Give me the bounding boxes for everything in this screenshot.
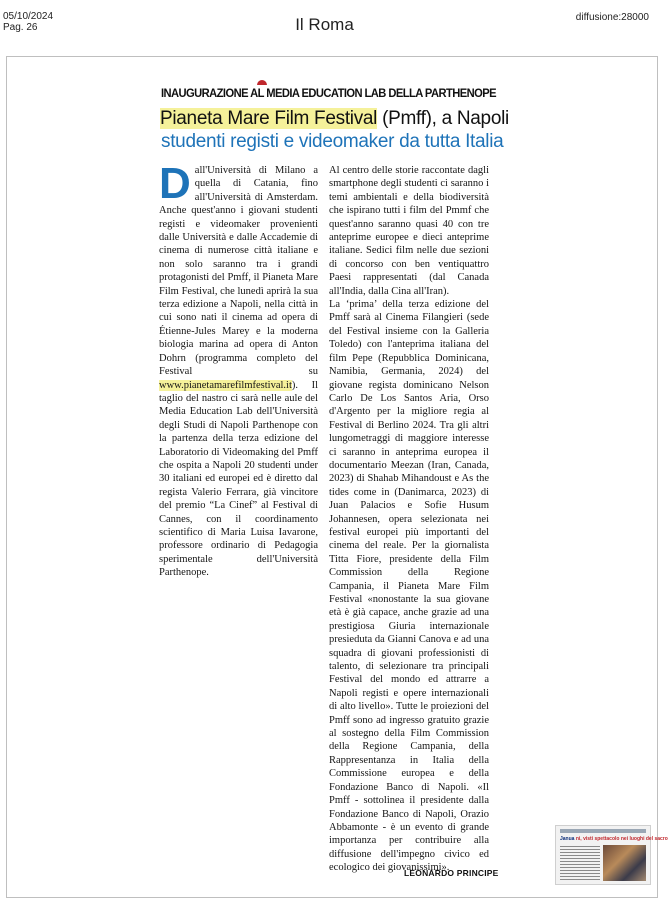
article-kicker: INAUGURAZIONE AL MEDIA EDUCATION LAB DELLA PARTHENOPE [161,86,496,100]
column-1-text-b: ). Il taglio del nastro ci sarà nelle aule del Media Education Lab dell'Università degli Studi di Napoli Parthenope con la partenza della terza edizione del Laboratorio di Videomaking del Pmff che ospita a Napoli 20 studenti under 30 italiani ed europei ed è diretto dal regista Valerio Ferrara, già vincitore del premio “La Cinef” al Festival di Cannes, con il coordinamento scientifico di Maria Luisa Iavarone, professore ordinario di Pedagogia sperimentale dell'Università Parthenope. [159,379,318,579]
headline-highlight: Pianeta Mare Film Festival [160,108,378,129]
article-subheadline: studenti registi e videomaker da tutta Italia [161,131,504,152]
thumbnail-photo [603,845,646,881]
page-number: Pag. 26 [3,22,38,33]
thumbnail-masthead [560,829,646,833]
issue-date: 05/10/2024 [3,11,54,22]
article-column-1 [159,159,318,580]
drop-cap: D [159,159,191,208]
kicker-accent-mark [257,80,267,85]
headline-rest: (Pmff), a Napoli [377,108,509,129]
thumbnail-headline: Janua ni, visti spettacolo nei luoghi del sacro [560,836,668,842]
article-byline: LEONARDO PRINCIPE [404,868,499,878]
article-column-2 [329,164,489,875]
column-2-paragraph-1: Al centro delle storie raccontate dagli smartphone degli studenti ci saranno i temi ambientali e della biodiversità che ispirano tutti i film del Pmmf che quest'anno saranno quasi 40 con tre anteprime europee e dieci anteprime italiane. Sedici film nelle due sezioni di concorso con ben ventiquattro Paesi rappresentati (dal Canada all'India, dalla Cina all'Iran). [329,165,489,297]
festival-website-link[interactable]: www.pianetamarefilmfestival.it [159,379,292,391]
article-headline [160,108,509,130]
publication-name: Il Roma [295,15,354,34]
column-2-paragraph-2: La ‘prima’ della terza edizione del Pmff sarà al Cinema Filangieri (sede del Festival insieme con la Galleria Toledo) con l'anteprima italiana del film Pepe (Repubblica Dominicana, Namibia, Germania, 2024) del giovane regista dominicano Nelson Carlo De Los Santos Aria, Orso d'Argento per la migliore regia al Festival di Berlino 2024. Tra gli altri lungometraggi di maggiore interesse ci saranno in anteprima europea il documentario Meezan (Iran, Canada, 2023) di Shahab Mihandoust e As the tides come in (Danimarca, 2023) di Juan Palacios e Sofie Husum Johannesen, opera selezionata nei festival europei più importanti del cinema del reale. Per la giornalista Titta Fiore, presidente della Film Commission della Regione Campania, il Pianeta Mare Film Festival «nonostante la sua giovane età è già capace, anche grazie ad una prestigiosa Giuria internazionale presieduta da Gianni Canova e ad una squadra di giovani professionisti di talento, di selezionare tra principali Festival del mondo ed attrarre a Napoli registi e opere internazionali di alto livello». Tutte le proiezioni del Pmff sono ad ingresso gratuito grazie al sostegno della Film Commission della Regione Campania, della Rappresentanza in Italia della Commissione europea e della Fondazione Banco di Napoli. «Il Pmff - sottolinea il presidente dalla Fondazione Banco di Napoli, Orazio Abbamonte - è un evento di grande importanza per contribuire alla diffusione dell'impegno civico ed ecologico dei giovanissimi». [329,299,489,874]
circulation-info: diffusione:28000 [575,12,649,23]
column-1-text-a: all'Università di Milano a quella di Catania, fino all'Università di Amsterdam. Anche quest'anno i giovani studenti registi e videomaker provenienti dalle Università e dalle Accademie di cinema di numerose città italiane e non solo saranno tra i grandi protagonisti del Pmff, il Pianeta Mare Film Festival, che lunedì aprirà la sua terza edizione a Napoli, nella città in cui sono nati il cinema ad opera di Étienne-Jules Marey e la moderna biologia marina ad opera di Anton Dohrn (programma completo del Festival su [159,165,318,378]
thumbnail-text-lines [560,846,600,882]
page-thumbnail[interactable] [555,825,668,885]
